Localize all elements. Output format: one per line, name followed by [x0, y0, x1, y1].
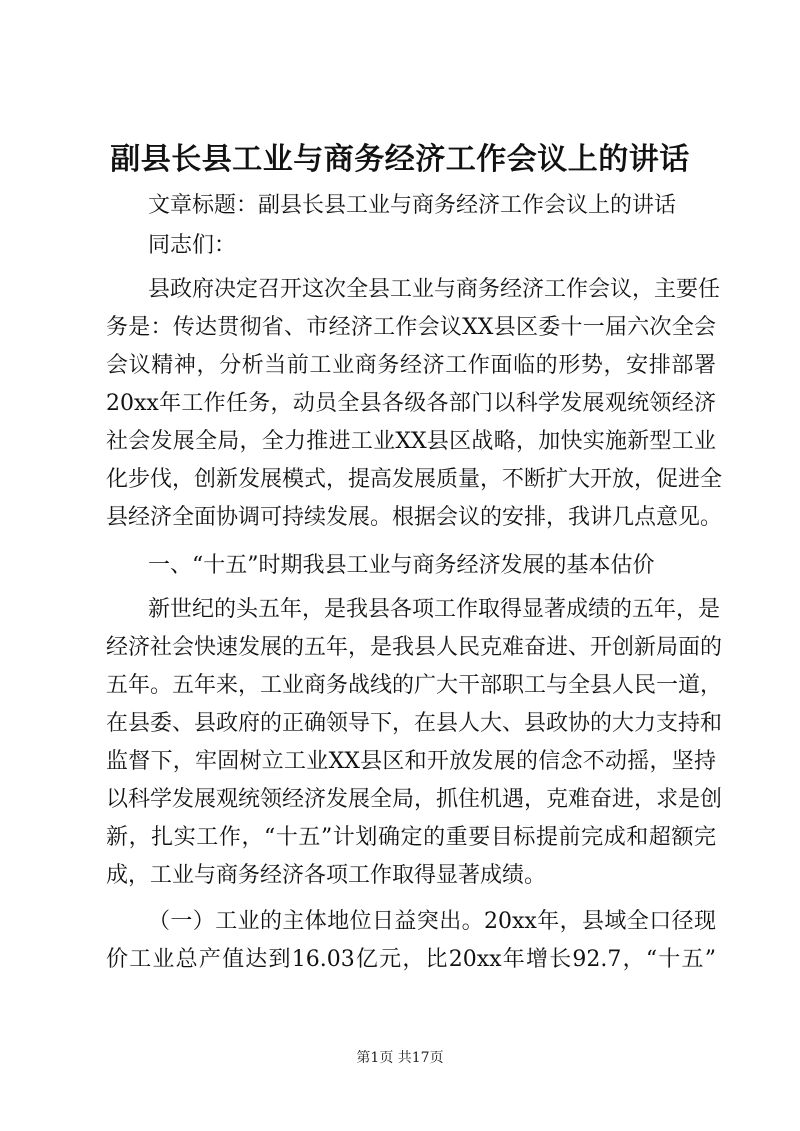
greeting: 同志们：	[148, 233, 237, 258]
page-number: 第1页 共17页	[356, 1050, 444, 1066]
paragraph-line: 价工业总产值达到16.03亿元，比20xx年增长92.7，“十五”	[106, 947, 716, 972]
paragraph-line: 在县委、县政府的正确领导下，在县人大、县政协的大力支持和	[106, 711, 723, 736]
paragraph-line: 20xx年工作任务，动员全县各级各部门以科学发展观统领经济	[106, 391, 716, 416]
paragraph-line: 务是：传达贯彻省、市经济工作会议XX县区委十一届六次全会	[106, 315, 716, 340]
paragraph-line: 以科学发展观统领经济发展全局，抓住机遇，克难奋进，求是创	[106, 787, 723, 812]
paragraph-line: 五年。五年来，工业商务战线的广大干部职工与全县人民一道，	[106, 673, 723, 698]
paragraph-line: 县经济全面协调可持续发展。根据会议的安排，我讲几点意见。	[106, 505, 723, 530]
paragraph-line: 新世纪的头五年，是我县各项工作取得显著成绩的五年，是	[148, 597, 721, 622]
paragraph-line: 监督下，牢固树立工业XX县区和开放发展的信念不动摇，坚持	[106, 749, 716, 774]
section-heading: 一、“十五”时期我县工业与商务经济发展的基本估价	[148, 553, 655, 578]
paragraph-line: 新，扎实工作，“十五”计划确定的重要目标提前完成和超额完	[106, 825, 716, 850]
paragraph-line: 经济社会快速发展的五年，是我县人民克难奋进、开创新局面的	[106, 635, 723, 660]
paragraph-line: 化步伐，创新发展模式，提高发展质量，不断扩大开放，促进全	[106, 467, 723, 492]
paragraph-line: 社会发展全局，全力推进工业XX县区战略，加快实施新型工业	[106, 429, 716, 454]
article-subtitle: 文章标题：副县长县工业与商务经济工作会议上的讲话	[148, 193, 677, 218]
paragraph-line: 会议精神，分析当前工业商务经济工作面临的形势，安排部署	[106, 353, 716, 378]
paragraph-line: （一）工业的主体地位日益突出。20xx年，县域全口径现	[148, 909, 716, 934]
paragraph-line: 成，工业与商务经济各项工作取得显著成绩。	[106, 863, 547, 888]
document-title: 副县长县工业与商务经济工作会议上的讲话	[110, 142, 690, 177]
paragraph-line: 县政府决定召开这次全县工业与商务经济工作会议，主要任	[148, 277, 721, 302]
